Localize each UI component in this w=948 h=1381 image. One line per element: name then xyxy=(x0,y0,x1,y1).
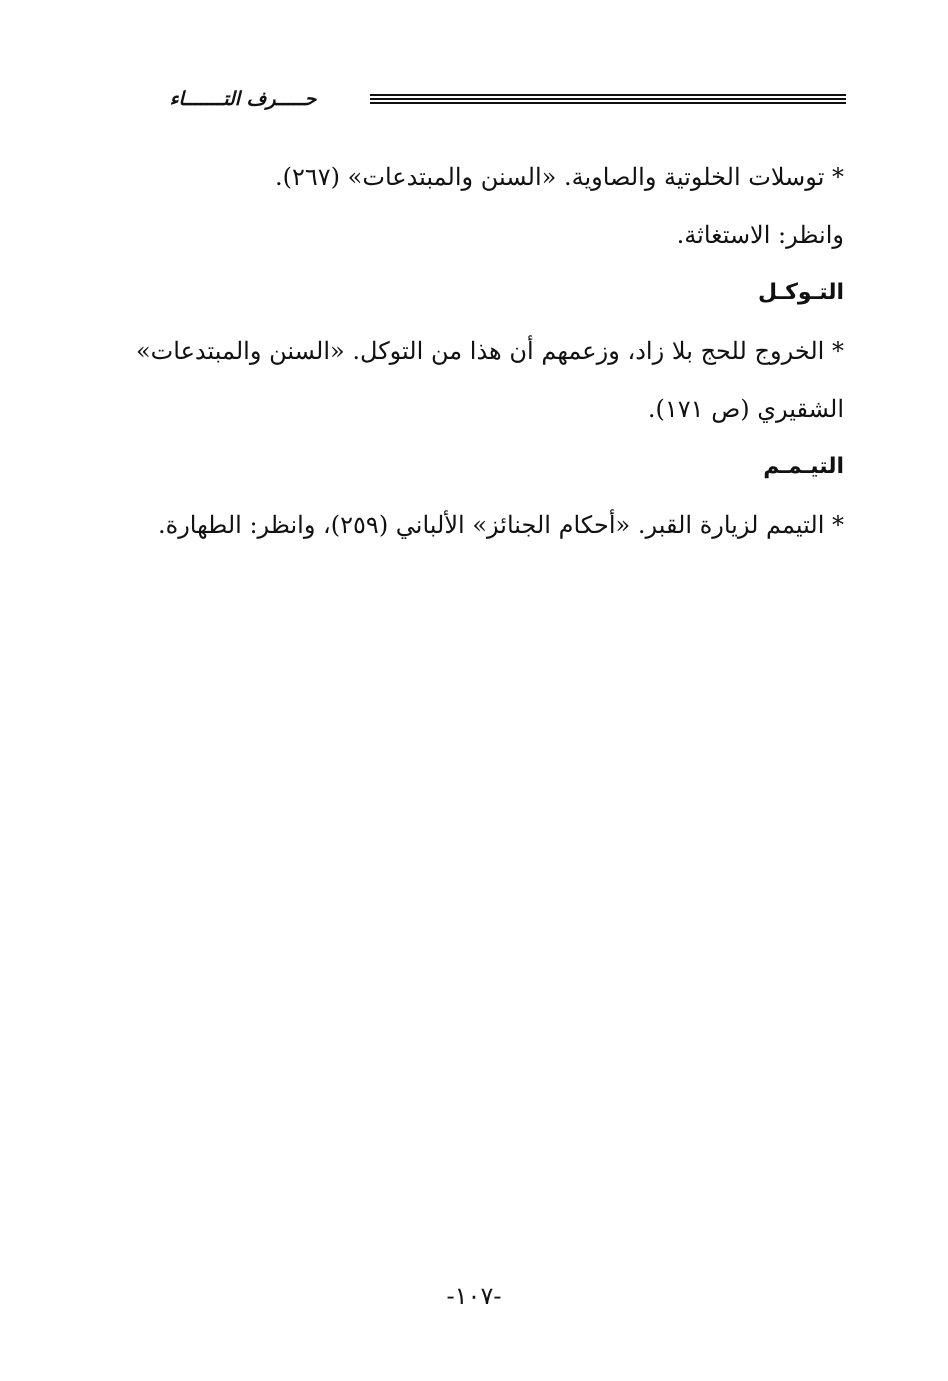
cross-reference: وانظر: الاستغاثة. xyxy=(676,221,844,249)
entry-tawakkul: * الخروج للحج بلا زاد، وزعمهم أن هذا من التوكل. «السنن والمبتدعات» الشقيري (ص ١٧١). xyxy=(136,337,844,423)
entry-tawassulat: * توسلات الخلوتية والصاوية. «السنن والمبتدعات» (٢٦٧). xyxy=(275,163,844,191)
header-rule xyxy=(370,94,846,104)
entry-tayammum: * التيمم لزيارة القبر. «أحكام الجنائز» الألباني (٢٥٩)، وانظر: الطهارة. xyxy=(157,511,844,539)
section-heading-tayammum: التيـمـم xyxy=(763,454,844,479)
running-header xyxy=(138,84,846,114)
section-heading-tawakkul: التـوكـل xyxy=(757,280,844,305)
page-body xyxy=(136,148,844,554)
page-number: -١٠٧- xyxy=(446,1282,502,1310)
chapter-title: حـــــرف التـــــــاء xyxy=(169,88,317,110)
